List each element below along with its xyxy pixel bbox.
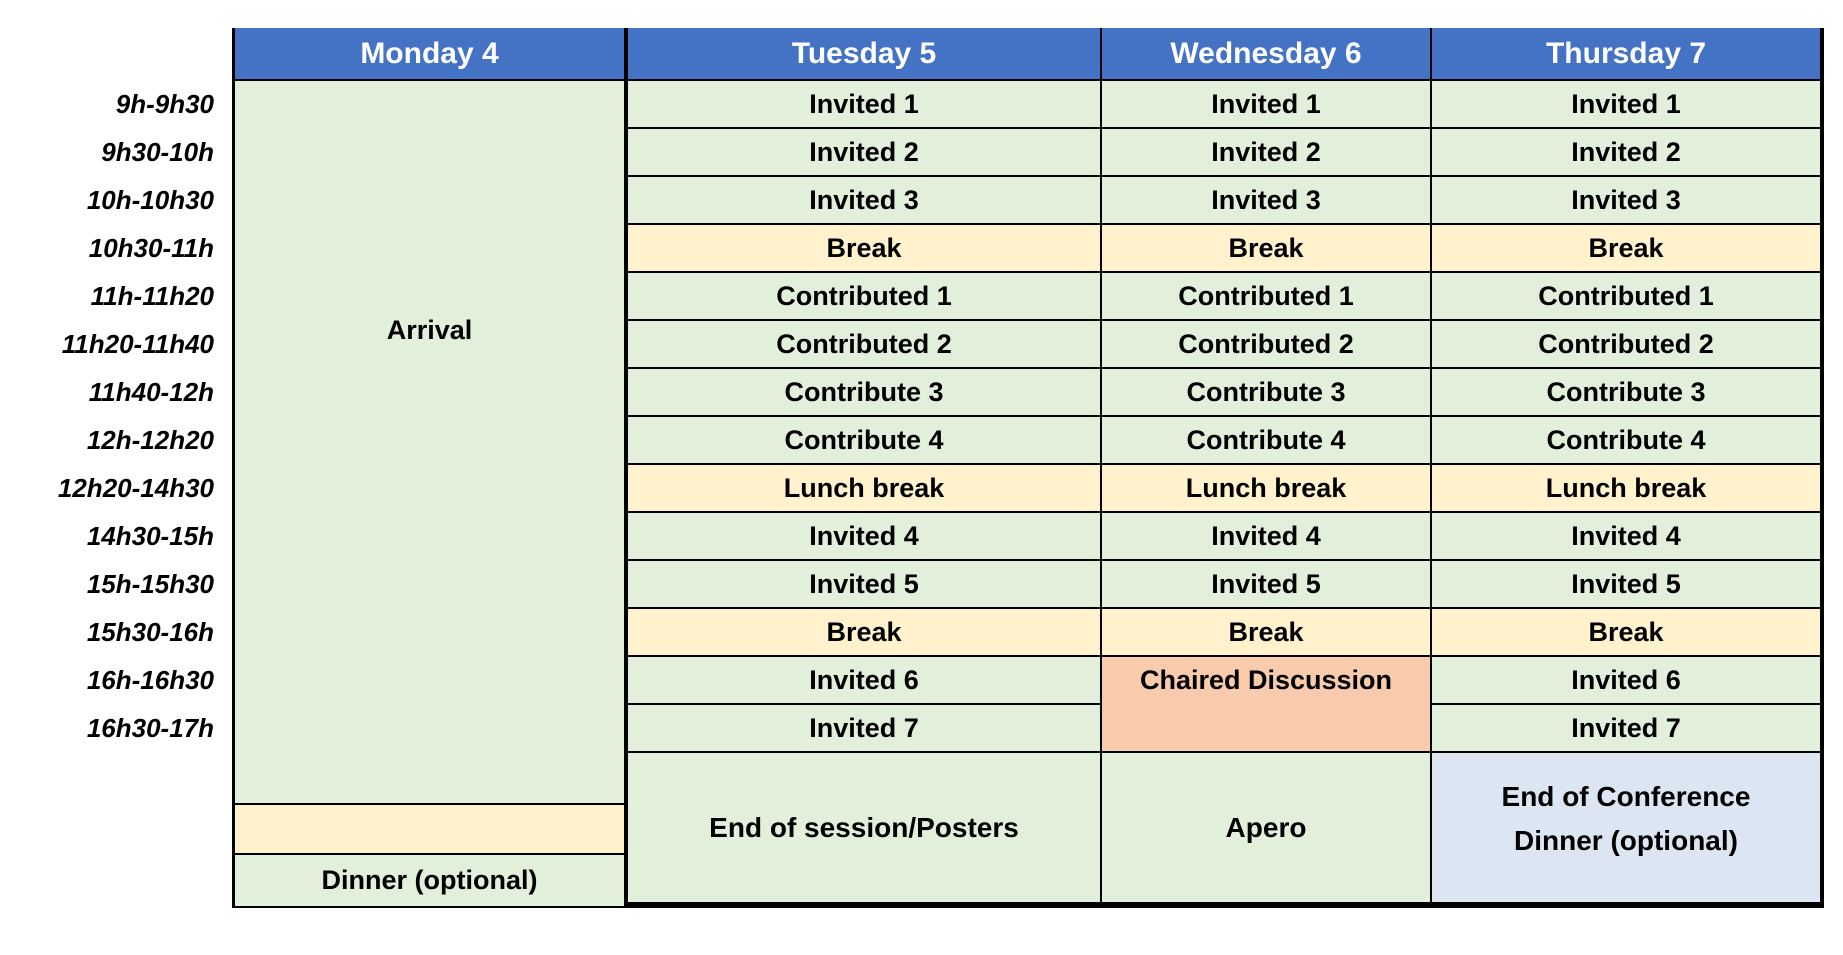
schedule-cell: Invited 2 bbox=[628, 129, 1102, 177]
time-label: 16h30-17h bbox=[86, 713, 214, 744]
schedule-cell: Contributed 1 bbox=[1432, 273, 1824, 321]
schedule-cell: Invited 1 bbox=[1432, 81, 1824, 129]
dinner-cell: Dinner (optional) bbox=[232, 855, 628, 908]
schedule-cell: Invited 4 bbox=[1432, 513, 1824, 561]
break-cell: Break bbox=[628, 609, 1102, 657]
schedule-cell: Invited 6 bbox=[1432, 657, 1824, 705]
schedule-cell: Invited 3 bbox=[628, 177, 1102, 225]
schedule-cell: Contribute 4 bbox=[1432, 417, 1824, 465]
break-cell: Break bbox=[1432, 225, 1824, 273]
schedule-cell: Invited 1 bbox=[628, 81, 1102, 129]
time-label: 11h40-12h bbox=[88, 377, 214, 408]
conference-schedule-page bbox=[0, 28, 1843, 955]
arrival-label: Arrival bbox=[386, 314, 473, 345]
time-label: 10h-10h30 bbox=[86, 185, 214, 216]
time-label: 9h-9h30 bbox=[115, 89, 214, 120]
schedule-cell: Invited 2 bbox=[1432, 129, 1824, 177]
conference-dinner-cell bbox=[1432, 753, 1824, 908]
day-header-tuesday: Tuesday 5 bbox=[628, 28, 1102, 81]
apero-cell: Apero bbox=[1102, 753, 1432, 908]
schedule-cell: Invited 5 bbox=[1102, 561, 1432, 609]
time-label: 15h-15h30 bbox=[86, 569, 214, 600]
schedule-cell: Contribute 3 bbox=[1432, 369, 1824, 417]
lunch-break-cell: Lunch break bbox=[1432, 465, 1824, 513]
time-label: 15h30-16h bbox=[86, 617, 214, 648]
time-label: 11h20-11h40 bbox=[61, 329, 214, 360]
schedule-cell: Invited 3 bbox=[1102, 177, 1432, 225]
schedule-cell: Invited 1 bbox=[1102, 81, 1432, 129]
day-header-wednesday: Wednesday 6 bbox=[1102, 28, 1432, 81]
schedule-cell: Invited 4 bbox=[1102, 513, 1432, 561]
chaired-discussion-cell: Chaired Discussion bbox=[1102, 657, 1432, 753]
conference-dinner-line2: Dinner (optional) bbox=[1514, 824, 1738, 856]
break-cell: Break bbox=[1432, 609, 1824, 657]
schedule-cell: Contribute 3 bbox=[628, 369, 1102, 417]
schedule-cell: Contribute 4 bbox=[628, 417, 1102, 465]
schedule-cell: Invited 5 bbox=[1432, 561, 1824, 609]
schedule-cell: Invited 7 bbox=[1432, 705, 1824, 753]
break-cell: Break bbox=[628, 225, 1102, 273]
time-label: 12h-12h20 bbox=[86, 425, 214, 456]
monday-empty-break-cell bbox=[232, 805, 628, 855]
break-cell: Break bbox=[1102, 609, 1432, 657]
schedule-cell: Contributed 1 bbox=[628, 273, 1102, 321]
schedule-cell: Invited 6 bbox=[628, 657, 1102, 705]
schedule-cell: Invited 5 bbox=[628, 561, 1102, 609]
schedule-cell: Contributed 2 bbox=[628, 321, 1102, 369]
end-of-session-cell: End of session/Posters bbox=[628, 753, 1102, 908]
schedule-cell: Contributed 2 bbox=[1102, 321, 1432, 369]
conference-dinner-line1: End of Conference bbox=[1501, 781, 1751, 813]
schedule-cell: Invited 4 bbox=[628, 513, 1102, 561]
time-label: 14h30-15h bbox=[86, 521, 214, 552]
arrival-cell bbox=[232, 81, 628, 805]
time-label: 12h20-14h30 bbox=[57, 473, 214, 504]
time-label: 9h30-10h bbox=[101, 137, 214, 168]
time-label: 11h-11h20 bbox=[90, 281, 214, 312]
day-header-monday: Monday 4 bbox=[232, 28, 628, 81]
break-cell: Break bbox=[1102, 225, 1432, 273]
time-label: 16h-16h30 bbox=[86, 665, 214, 696]
time-label: 10h30-11h bbox=[88, 233, 214, 264]
schedule-cell: Contributed 2 bbox=[1432, 321, 1824, 369]
schedule-cell: Contributed 1 bbox=[1102, 273, 1432, 321]
day-header-thursday: Thursday 7 bbox=[1432, 28, 1824, 81]
schedule-cell: Invited 2 bbox=[1102, 129, 1432, 177]
lunch-break-cell: Lunch break bbox=[1102, 465, 1432, 513]
schedule-cell: Contribute 3 bbox=[1102, 369, 1432, 417]
schedule-cell: Invited 7 bbox=[628, 705, 1102, 753]
schedule-table bbox=[0, 28, 1824, 908]
schedule-cell: Contribute 4 bbox=[1102, 417, 1432, 465]
schedule-cell: Invited 3 bbox=[1432, 177, 1824, 225]
lunch-break-cell: Lunch break bbox=[628, 465, 1102, 513]
